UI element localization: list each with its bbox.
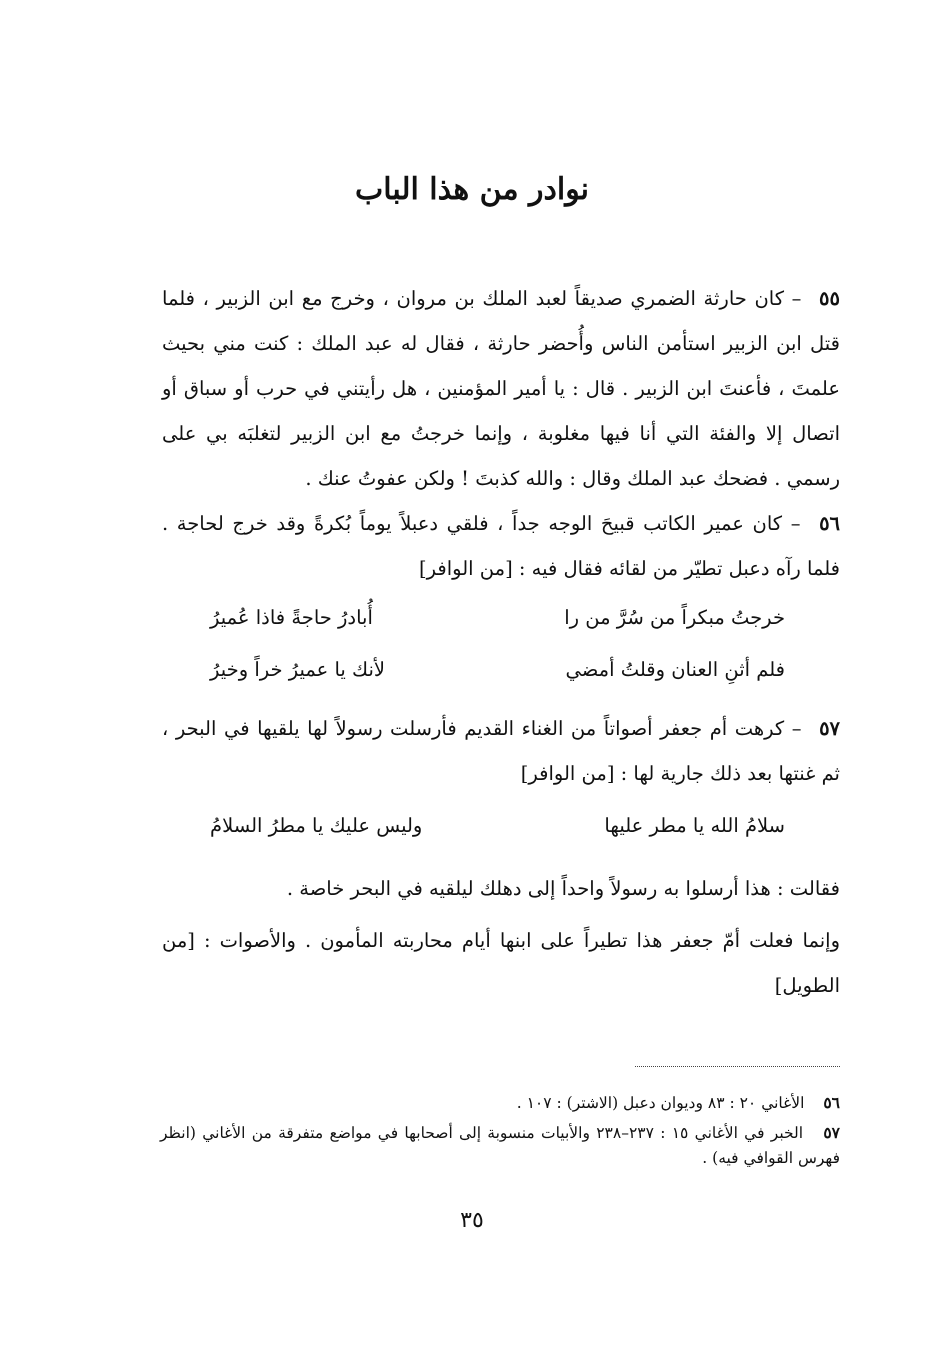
footnote-text: الخبر في الأغاني ١٥ : ٢٣٧–٢٣٨ والأبيات منسوبة إلى أصحابها في مواضع متفرقة من الأغاني (انظر فهرس القوافي فيه) . — [160, 1124, 840, 1167]
entry-55 — [162, 276, 840, 501]
entry-56 — [162, 501, 840, 591]
verse-second-hemistich: أُبادرُ حاجةً فاذا عُميرُ — [210, 606, 373, 629]
verse-line — [210, 606, 785, 650]
footnote-text: الأغاني ٢٠ : ٨٣ وديوان دعبل (الاشتر) : ١٠٧ . — [516, 1094, 805, 1112]
entry-number: ٥٧ — [819, 717, 841, 740]
page-number: ٣٥ — [460, 1208, 484, 1233]
verse-line — [210, 814, 785, 858]
footnote — [160, 1120, 840, 1171]
page-title: نوادر من هذا الباب — [354, 172, 590, 207]
entry-57 — [162, 706, 840, 796]
closing-line: وإنما فعلت أمّ جعفر هذا تطيراً على ابنها أيام محاربته المأمون . والأصوات : [من الطويل] — [162, 929, 840, 997]
footnote — [160, 1090, 840, 1116]
entry-text: – كرهت أم جعفر أصواتاً من الغناء القديم فأرسلت رسولاً لها يلقيها في البحر ، ثم غنتها بعد ذلك جارية لها : [من الوافر] — [162, 717, 840, 785]
verse-line — [210, 658, 785, 702]
verse-first-hemistich: سلامُ الله يا مطر عليها — [604, 814, 785, 837]
footnote-number: ٥٧ — [823, 1123, 840, 1142]
closing-line: فقالت : هذا أرسلوا به رسولاً واحداً إلى دهلك ليلقيه في البحر خاصة . — [286, 877, 840, 900]
entry-number: ٥٦ — [819, 512, 841, 535]
verse-first-hemistich: فلم أثنِ العنان وقلتُ أمضي — [565, 658, 785, 681]
footnote-divider — [635, 1066, 840, 1067]
entry-text: – كان حارثة الضمري صديقاً لعبد الملك بن مروان ، وخرج مع ابن الزبير ، فلما قتل ابن الزبير استأمن الناس وأُحضر حارثة ، فقال له عبد الملك : كنت مني بحيث علمتَ ، فأعنتَ ابن الزبير . قال : يا أمير المؤمنين ، هل رأيتني في حرب أو سباق أو اتصال إلا والفئة التي أنا فيها مغلوبة ، وإنما خرجتُ مع ابن الزبير لتغلبَه بي على رسمي . فضحك عبد الملك وقال : والله كذبتَ ! ولكن عفوتُ عنك . — [162, 287, 840, 490]
entry-number: ٥٥ — [819, 287, 840, 310]
footnote-number: ٥٦ — [823, 1093, 840, 1112]
verse-second-hemistich: وليس عليك يا مطرُ السلامُ — [210, 814, 423, 837]
verse-second-hemistich: لأنك يا عميرُ خراً وخيرُ — [210, 658, 386, 681]
verse-first-hemistich: خرجتُ مبكراً من سُرَّ من را — [564, 606, 785, 629]
entry-text: – كان عمير الكاتب قبيحَ الوجه جداً ، فلقي دعبلاً يوماً بُكرةً وقد خرج لحاجة . فلما رآه دعبل تطيّر من لقائه فقال فيه : [من الوافر] — [162, 512, 840, 580]
